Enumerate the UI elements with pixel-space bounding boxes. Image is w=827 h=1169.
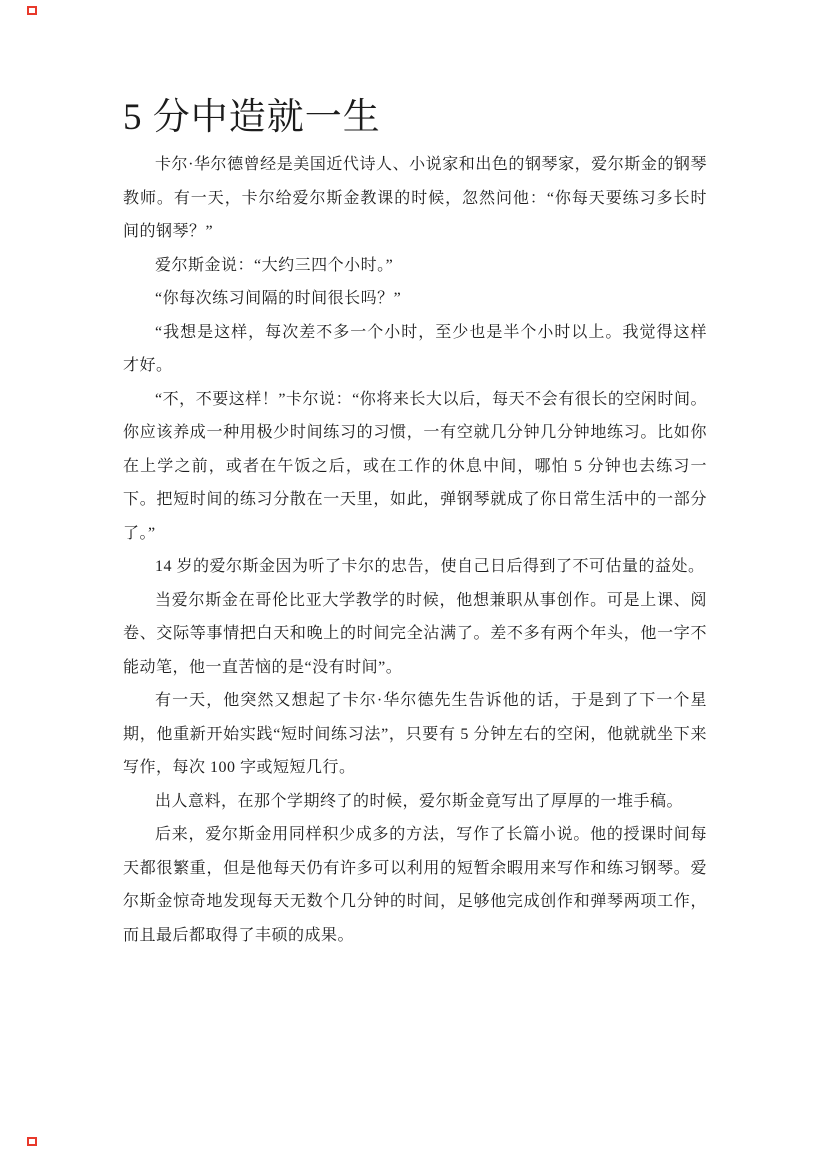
paragraph: 后来，爱尔斯金用同样积少成多的方法，写作了长篇小说。他的授课时间每天都很繁重，但是他每天仍有许多可以利用的短暂余暇用来写作和练习钢琴。爱尔斯金惊奇地发现每天无数个几分钟的时间，足够他完成创作和弹琴两项工作，而且最后都取得了丰硕的成果。 — [123, 826, 707, 944]
paragraph: “你每次练习间隔的时间很长吗？” — [155, 290, 402, 307]
document-content — [123, 96, 707, 952]
paragraph: 有一天，他突然又想起了卡尔·华尔德先生告诉他的话，于是到了下一个星期，他重新开始实践“短时间练习法”，只要有 5 分钟左右的空闲，他就就坐下来写作，每次 100 字或短短几行。 — [123, 692, 707, 776]
paragraph: “不，不要这样！”卡尔说：“你将来长大以后，每天不会有很长的空闲时间。你应该养成一种用极少时间练习的习惯，一有空就几分钟几分钟地练习。比如你在上学之前，或者在午饭之后，或在工作的休息中间，哪怕 5 分钟也去练习一下。把短时间的练习分散在一天里，如此，弹钢琴就成了你日常生活中的一部分了。” — [123, 390, 707, 542]
paragraph: 14 岁的爱尔斯金因为听了卡尔的忠告，使自己日后得到了不可估量的益处。 — [155, 558, 705, 575]
paragraph: 卡尔·华尔德曾经是美国近代诗人、小说家和出色的钢琴家，爱尔斯金的钢琴教师。有一天，卡尔给爱尔斯金教课的时候，忽然问他：“你每天要练习多长时间的钢琴？” — [123, 156, 707, 240]
red-corner-mark-top — [27, 6, 37, 15]
document-body — [123, 148, 707, 952]
paragraph: 出人意料，在那个学期终了的时候，爱尔斯金竟写出了厚厚的一堆手稿。 — [155, 792, 684, 810]
document-title: 5 分中造就一生 — [123, 97, 381, 138]
red-corner-mark-bottom — [27, 1137, 37, 1146]
paragraph: 当爱尔斯金在哥伦比亚大学教学的时候，他想兼职从事创作。可是上课、阅卷、交际等事情把白天和晚上的时间完全沾满了。差不多有两个年头，他一字不能动笔，他一直苦恼的是“没有时间”。 — [123, 591, 707, 676]
paragraph: 爱尔斯金说：“大约三四个小时。” — [155, 256, 394, 274]
paragraph: “我想是这样，每次差不多一个小时，至少也是半个小时以上。我觉得这样才好。 — [123, 323, 707, 374]
